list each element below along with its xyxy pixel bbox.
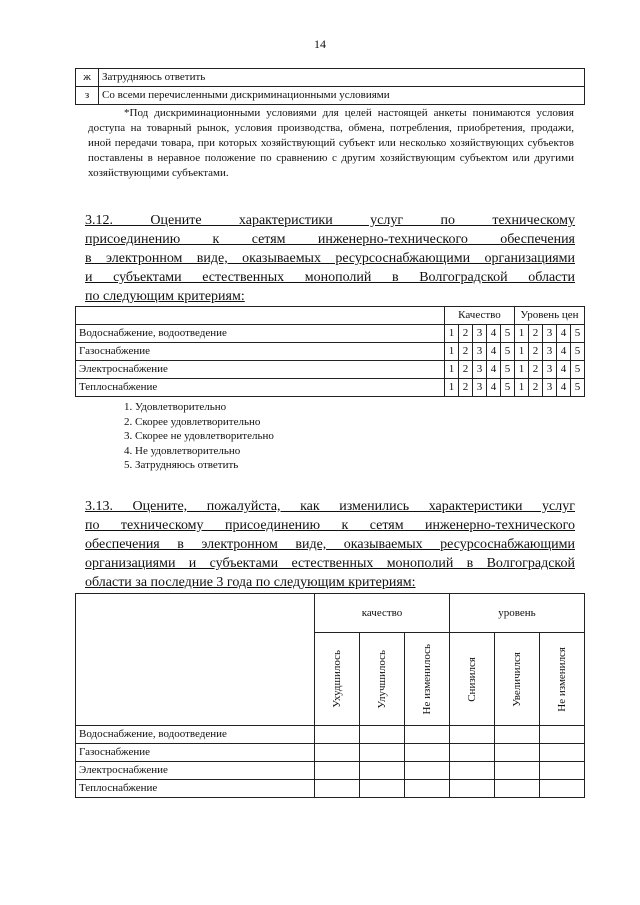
quality-rating-cell[interactable]: 3 [473, 379, 487, 397]
col-header [495, 633, 540, 726]
blank-cell [76, 594, 315, 726]
col-header-text: Не изменился [555, 646, 568, 712]
price-rating-cell[interactable]: 4 [557, 361, 571, 379]
header-quality: Качество [445, 307, 515, 325]
quality-rating-cell[interactable]: 1 [445, 343, 459, 361]
answer-cell[interactable] [450, 762, 495, 780]
row-label: Газоснабжение [76, 343, 445, 361]
option-letter: з [76, 87, 99, 105]
page-number: 14 [314, 37, 326, 51]
answer-cell[interactable] [540, 780, 585, 798]
row-label: Электроснабжение [76, 762, 315, 780]
quality-rating-cell[interactable]: 4 [487, 325, 501, 343]
table-row [76, 361, 585, 379]
quality-rating-cell[interactable]: 3 [473, 343, 487, 361]
answer-cell[interactable] [495, 780, 540, 798]
col-header [360, 633, 405, 726]
answer-cell[interactable] [495, 744, 540, 762]
col-header-text: Не изменилось [420, 643, 433, 715]
answer-cell[interactable] [315, 762, 360, 780]
price-rating-cell[interactable]: 1 [515, 325, 529, 343]
price-rating-cell[interactable]: 4 [557, 343, 571, 361]
row-label: Газоснабжение [76, 744, 315, 762]
table-header-row [76, 307, 585, 325]
price-rating-cell[interactable]: 5 [571, 343, 585, 361]
col-header [540, 633, 585, 726]
question-3-13 [85, 497, 575, 592]
legend-item: 2. Скорее удовлетворительно [124, 415, 261, 428]
price-rating-cell[interactable]: 3 [543, 379, 557, 397]
col-header-text: Ухудшилось [330, 650, 343, 708]
quality-rating-cell[interactable]: 4 [487, 343, 501, 361]
table-row [76, 780, 585, 798]
option-letter: ж [76, 69, 99, 87]
question-line: в электронном виде, оказываемых ресурсоснабжающими организациями [85, 251, 575, 266]
answer-cell[interactable] [540, 726, 585, 744]
table-row [76, 762, 585, 780]
price-rating-cell[interactable]: 3 [543, 361, 557, 379]
col-header-text: Улучшилось [375, 649, 388, 709]
group-level: уровень [450, 594, 585, 633]
price-rating-cell[interactable]: 3 [543, 343, 557, 361]
question-3-12 [85, 211, 575, 306]
quality-rating-cell[interactable]: 5 [501, 343, 515, 361]
answer-cell[interactable] [315, 726, 360, 744]
answer-cell[interactable] [360, 744, 405, 762]
row-label: Электроснабжение [76, 361, 445, 379]
col-header [405, 633, 450, 726]
table-row [76, 87, 585, 105]
row-label: Теплоснабжение [76, 780, 315, 798]
price-rating-cell[interactable]: 5 [571, 325, 585, 343]
question-line: организациями и субъектами естественных монополий в Волгоградской [85, 556, 575, 571]
legend-item: 5. Затрудняюсь ответить [124, 459, 239, 471]
answer-cell[interactable] [405, 726, 450, 744]
table-row [76, 343, 585, 361]
group-quality: качество [315, 594, 450, 633]
quality-rating-cell[interactable]: 2 [459, 361, 473, 379]
question-line: по следующим критериям: [85, 289, 245, 304]
row-label: Теплоснабжение [76, 379, 445, 397]
col-header-text: Увеличился [510, 651, 523, 707]
legend-item: 3. Скорее не удовлетворительно [124, 430, 274, 442]
answer-cell[interactable] [315, 744, 360, 762]
quality-rating-cell[interactable]: 1 [445, 361, 459, 379]
answer-cell[interactable] [405, 762, 450, 780]
quality-rating-cell[interactable]: 2 [459, 343, 473, 361]
quality-rating-cell[interactable]: 4 [487, 361, 501, 379]
answer-cell[interactable] [360, 780, 405, 798]
answer-cell[interactable] [450, 780, 495, 798]
quality-rating-cell[interactable]: 3 [473, 325, 487, 343]
quality-rating-cell[interactable]: 5 [501, 379, 515, 397]
answer-cell[interactable] [495, 726, 540, 744]
quality-rating-cell[interactable]: 2 [459, 325, 473, 343]
option-text: Затрудняюсь ответить [99, 69, 585, 87]
answer-cell[interactable] [450, 744, 495, 762]
table-row [76, 325, 585, 343]
answer-cell[interactable] [540, 762, 585, 780]
header-price: Уровень цен [515, 307, 585, 325]
answer-cell[interactable] [540, 744, 585, 762]
price-rating-cell[interactable]: 1 [515, 379, 529, 397]
price-rating-cell[interactable]: 2 [529, 361, 543, 379]
quality-rating-cell[interactable]: 1 [445, 325, 459, 343]
options-table [75, 68, 585, 105]
answer-cell[interactable] [360, 762, 405, 780]
quality-rating-cell[interactable]: 3 [473, 361, 487, 379]
price-rating-cell[interactable]: 5 [571, 361, 585, 379]
answer-cell[interactable] [405, 744, 450, 762]
option-text: Со всеми перечисленными дискриминационными условиями [99, 87, 585, 105]
question-line: области за последние 3 года по следующим критериям: [85, 575, 416, 590]
answer-cell[interactable] [405, 780, 450, 798]
col-header [450, 633, 495, 726]
answer-cell[interactable] [360, 726, 405, 744]
quality-rating-cell[interactable]: 5 [501, 361, 515, 379]
price-rating-cell[interactable]: 4 [557, 379, 571, 397]
question-line: обеспечения в электронном виде, оказываемых ресурсоснабжающими [85, 537, 575, 552]
rating-table [75, 306, 585, 397]
price-rating-cell[interactable]: 4 [557, 325, 571, 343]
question-line: 3.13. Оцените, пожалуйста, как изменились характеристики услуг [85, 499, 575, 514]
change-table [75, 593, 585, 798]
table-row [76, 726, 585, 744]
rating-legend [124, 400, 274, 473]
table-row [76, 744, 585, 762]
legend-item: 1. Удовлетворительно [124, 401, 227, 413]
question-line: 3.12. Оцените характеристики услуг по техническому [85, 213, 575, 228]
answer-cell[interactable] [495, 762, 540, 780]
price-rating-cell[interactable]: 1 [515, 343, 529, 361]
table-row [76, 69, 585, 87]
answer-cell[interactable] [450, 726, 495, 744]
quality-rating-cell[interactable]: 2 [459, 379, 473, 397]
quality-rating-cell[interactable]: 1 [445, 379, 459, 397]
table-row [76, 379, 585, 397]
price-rating-cell[interactable]: 2 [529, 325, 543, 343]
price-rating-cell[interactable]: 3 [543, 325, 557, 343]
table-header-row [76, 594, 585, 633]
question-line: и субъектами естественных монополий в Волгоградской области [85, 270, 575, 285]
question-line: присоединению к сетям инженерно-технического обеспечения [85, 232, 575, 247]
quality-rating-cell[interactable]: 5 [501, 325, 515, 343]
row-label: Водоснабжение, водоотведение [76, 325, 445, 343]
col-header [315, 633, 360, 726]
blank-cell [76, 307, 445, 325]
row-label: Водоснабжение, водоотведение [76, 726, 315, 744]
price-rating-cell[interactable]: 2 [529, 379, 543, 397]
question-line: по техническому присоединению к сетям инженерно-технического [85, 518, 575, 533]
answer-cell[interactable] [315, 780, 360, 798]
price-rating-cell[interactable]: 1 [515, 361, 529, 379]
quality-rating-cell[interactable]: 4 [487, 379, 501, 397]
legend-item: 4. Не удовлетворительно [124, 444, 241, 457]
footnote: *Под дискриминационными условиями для целей настоящей анкеты понимаются условия доступа на товарный рынок, условия производства, обмена, потребления, приобретения, продажи, иной передачи товара, при которых хозяйствующий субъект или несколько хозяйствующих субъектов поставлены в неравное положение по сравнению с другим хозяйствующим субъектом или другими хозяйствующими субъектами. [88, 107, 574, 179]
col-header-text: Снизился [465, 656, 478, 702]
price-rating-cell[interactable]: 5 [571, 379, 585, 397]
price-rating-cell[interactable]: 2 [529, 343, 543, 361]
